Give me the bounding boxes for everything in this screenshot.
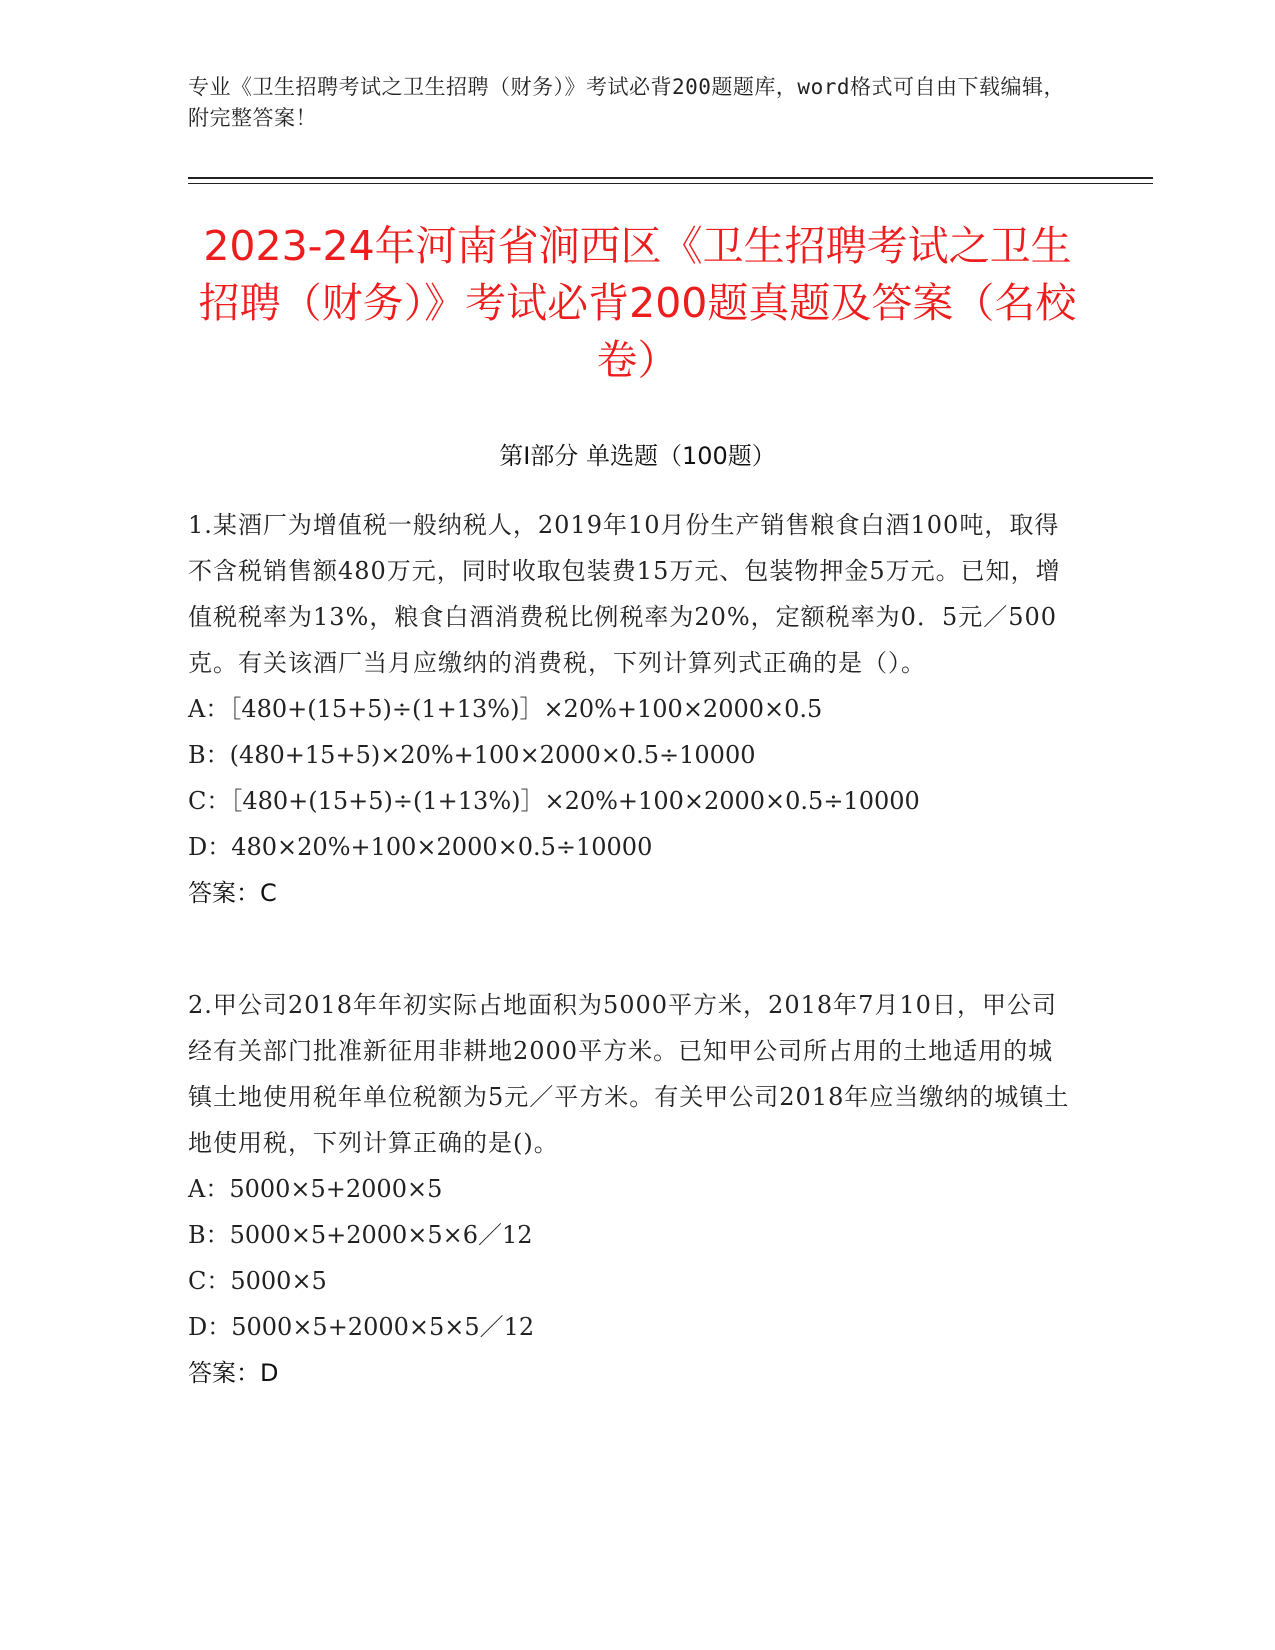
header-note: 专业《卫生招聘考试之卫生招聘（财务）》考试必背200题题库，word格式可自由下载编辑，附完整答案！ [188, 75, 1065, 130]
option-d: D：5000×5+2000×5×5／12 [188, 1313, 535, 1341]
question-stem: 1.某酒厂为增值税一般纳税人，2019年10月份生产销售粮食白酒100吨，取得不含税销售额480万元，同时收取包装费15万元、包装物押金5万元。已知，增值税税率为13%，粮食白酒消费税比例税率为20%，定额税率为0．5元／500克。有关该酒厂当月应缴纳的消费税，下列计算列式正确的是（）。 [188, 511, 1061, 677]
option-a: A：［480+(15+5)÷(1+13%)］×20%+100×2000×0.5 [188, 695, 823, 723]
option-b: B：(480+15+5)×20%+100×2000×0.5÷10000 [188, 741, 756, 769]
document-title: 2023-24年河南省涧西区《卫生招聘考试之卫生招聘（财务）》考试必背200题真题及答案（名校卷） [198, 222, 1077, 384]
section-heading: 第Ⅰ部分 单选题（100题） [499, 442, 776, 470]
option-b: B：5000×5+2000×5×6／12 [188, 1221, 533, 1249]
option-a: A：5000×5+2000×5 [188, 1175, 443, 1203]
header-divider-thin [188, 183, 1153, 184]
option-c: C：5000×5 [188, 1267, 327, 1295]
question-stem: 2.甲公司2018年年初实际占地面积为5000平方米，2018年7月10日，甲公司经有关部门批准新征用非耕地2000平方米。已知甲公司所占用的土地适用的城镇土地使用税年单位税额为5元／平方米。有关甲公司2018年应当缴纳的城镇土地使用税，下列计算正确的是()。 [188, 991, 1070, 1157]
question-1 [188, 502, 1078, 916]
option-d: D：480×20%+100×2000×0.5÷10000 [188, 833, 653, 861]
question-2 [188, 982, 1078, 1396]
header-divider-thick [188, 177, 1153, 179]
answer-line: 答案：C [188, 879, 277, 907]
answer-line: 答案：D [188, 1359, 279, 1387]
option-c: C：［480+(15+5)÷(1+13%)］×20%+100×2000×0.5÷10000 [188, 787, 920, 815]
